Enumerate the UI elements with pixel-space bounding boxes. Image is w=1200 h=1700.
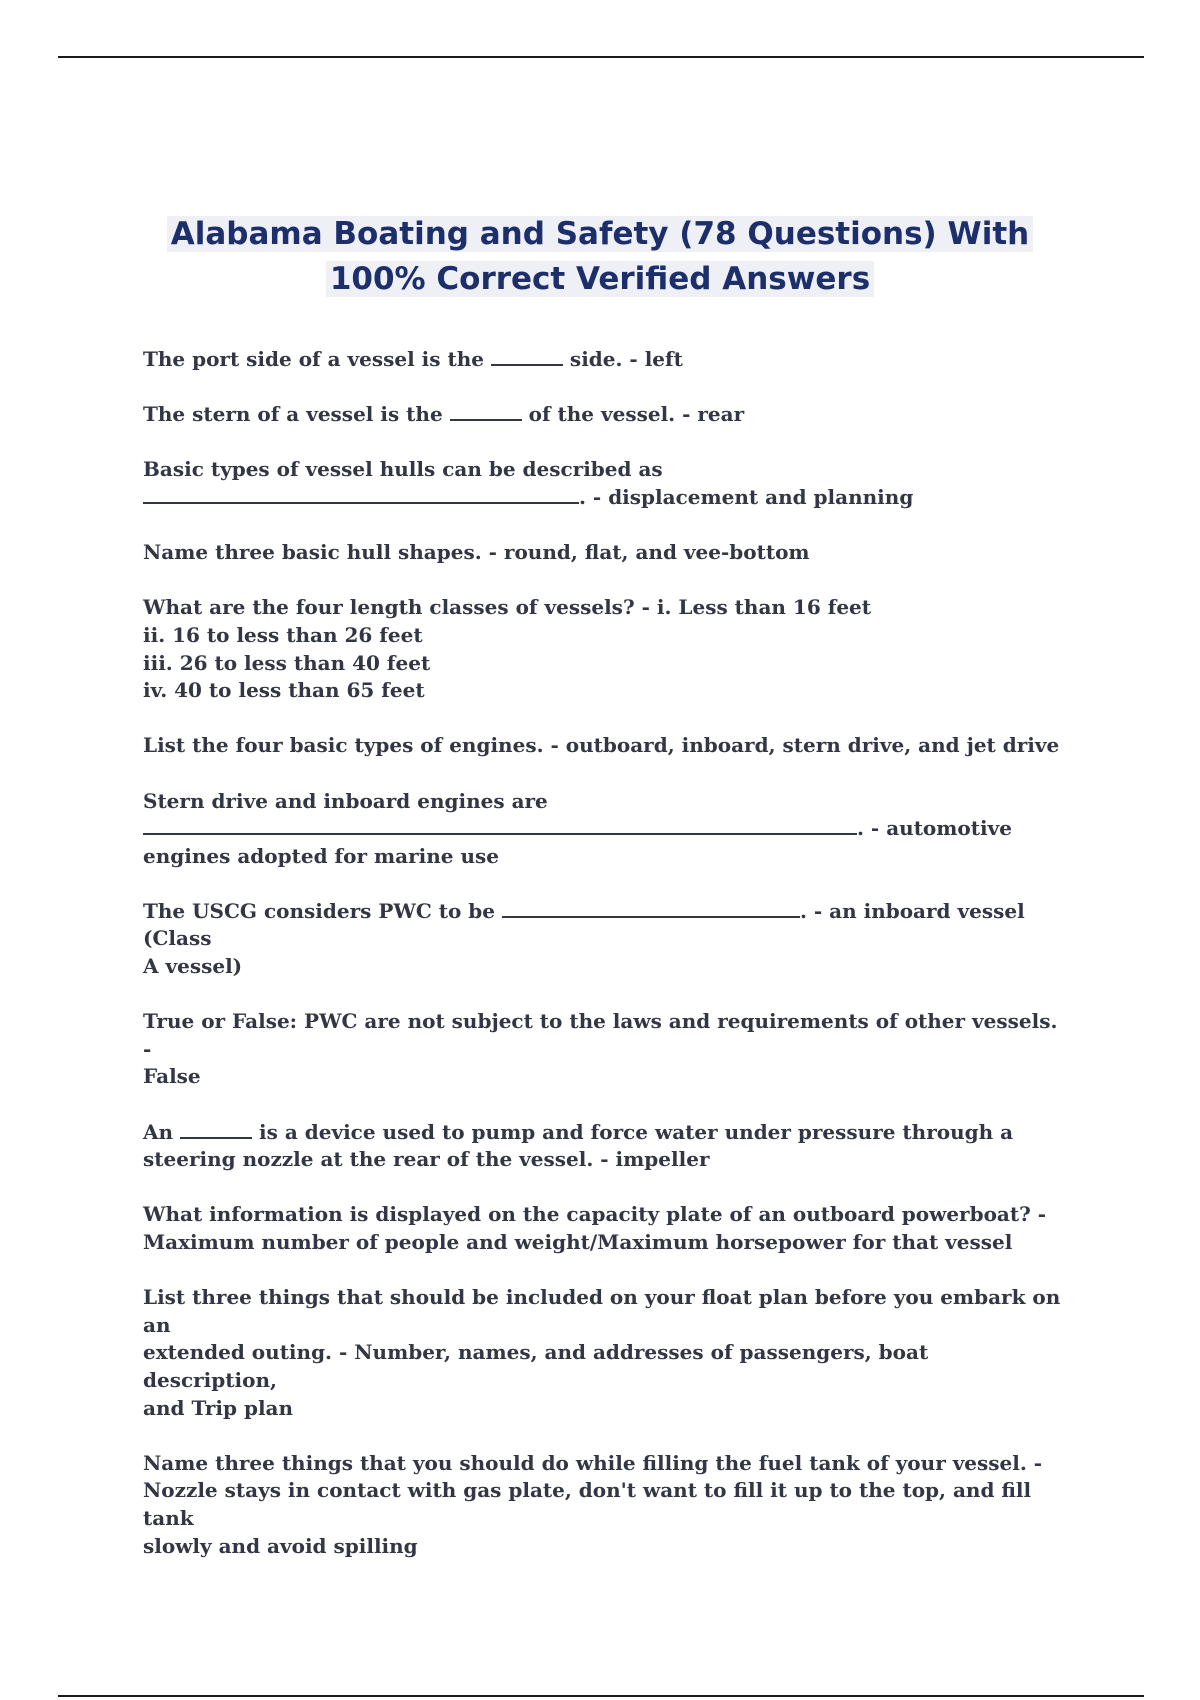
- footer-rule: [58, 1695, 1144, 1697]
- question-text: side. - left: [562, 347, 683, 371]
- answer-blank: [450, 401, 522, 421]
- document-title: [100, 212, 1100, 302]
- question-text: The port side of a vessel is the: [143, 347, 491, 371]
- question-item: Name three basic hull shapes. - round, flat, and vee-bottom: [143, 540, 810, 565]
- question-text: The stern of a vessel is the: [143, 402, 450, 427]
- question-item: [143, 456, 1063, 511]
- question-item: [143, 1119, 1063, 1174]
- question-text: The USCG considers PWC to be: [143, 898, 502, 923]
- question-text: of the vessel. - rear: [521, 402, 745, 427]
- question-item: [143, 401, 1063, 429]
- question-list: [143, 346, 1063, 1588]
- title-line-1: Alabama Boating and Safety (78 Questions) With: [167, 216, 1033, 252]
- question-text: . - an inboard vessel (Class A vessel): [143, 898, 1025, 979]
- question-text: Stern drive and inboard engines are: [143, 788, 548, 813]
- question-item: List three things that should be included on your float plan before you embark on an extended outing. - Number, names, and addresses of passengers, boat description, and Trip plan: [143, 1285, 1061, 1420]
- question-item: List the four basic types of engines. - outboard, inboard, stern drive, and jet drive: [143, 733, 1060, 758]
- question-item: [143, 788, 1063, 871]
- answer-blank: [143, 484, 579, 504]
- answer-blank: [180, 1119, 252, 1139]
- question-item: What are the four length classes of vessels? - i. Less than 16 feet ii. 16 to less than 26 feet iii. 26 to less than 40 feet iv. 40 to less than 65 feet: [143, 595, 872, 703]
- question-text: An: [143, 1119, 181, 1144]
- question-item: What information is displayed on the capacity plate of an outboard powerboat? - Maximum number of people and weight/Maximum horsepower for that vessel: [143, 1202, 1047, 1254]
- answer-blank: [502, 898, 800, 918]
- answer-blank: [143, 815, 857, 835]
- question-item: True or False: PWC are not subject to the laws and requirements of other vessels. - False: [143, 1009, 1058, 1089]
- question-text: is a device used to pump and force water under pressure through a steering nozzle at the rear of the vessel. - impeller: [143, 1119, 1014, 1172]
- question-text: Basic types of vessel hulls can be described as: [143, 457, 663, 482]
- title-line-2: 100% Correct Verified Answers: [326, 261, 874, 297]
- question-item: [143, 346, 1063, 374]
- answer-blank: [491, 346, 563, 366]
- question-item: [143, 898, 1063, 981]
- question-item: Name three things that you should do while filling the fuel tank of your vessel. - Nozzle stays in contact with gas plate, don't want to fill it up to the top, and fill tank slowly and avoid spilling: [143, 1450, 1043, 1558]
- question-text: . - displacement and planning: [579, 484, 914, 509]
- header-rule: [58, 56, 1144, 58]
- question-text: . - automotive engines adopted for marine use: [143, 816, 1012, 868]
